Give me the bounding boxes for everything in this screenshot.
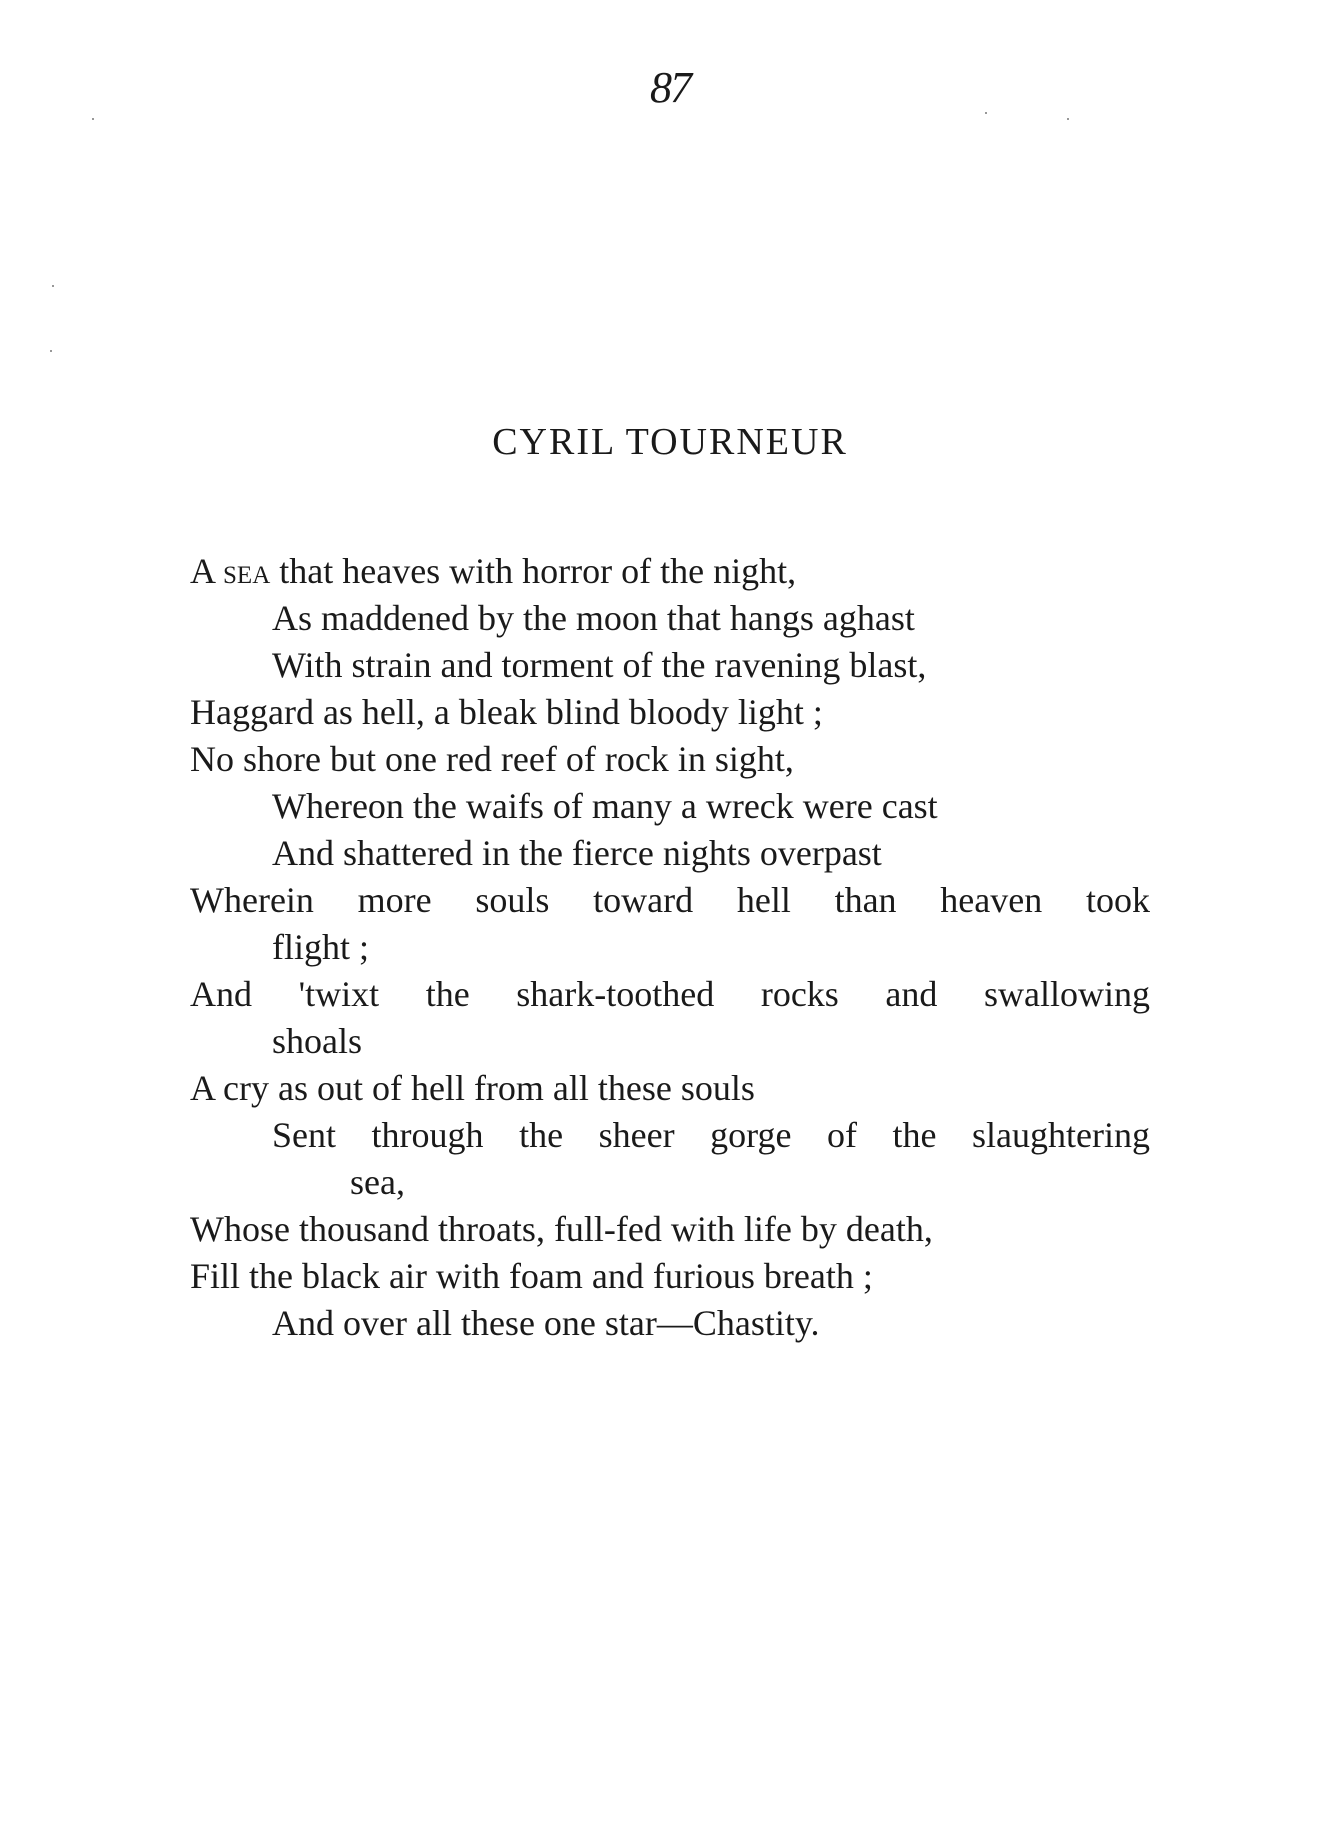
- poem-line-9: flight ;: [272, 927, 369, 967]
- poem-line-7: And shattered in the fierce nights overpast: [272, 833, 882, 873]
- scan-speck: [50, 350, 52, 352]
- poem-line-11: shoals: [272, 1021, 362, 1061]
- scan-speck: [1067, 118, 1069, 120]
- poem-line-6: Whereon the waifs of many a wreck were cast: [272, 786, 938, 826]
- poem-line-15: Whose thousand throats, full-fed with life by death,: [190, 1209, 933, 1249]
- poem-line-17: And over all these one star—Chastity.: [272, 1303, 820, 1343]
- poem-line-1: [190, 548, 1150, 595]
- first-word-smallcaps: sea: [223, 551, 271, 591]
- poem-line-16: Fill the black air with foam and furious breath ;: [190, 1256, 873, 1296]
- poem-line-10: And 'twixt the shark-toothed rocks and swallowing: [190, 974, 1150, 1014]
- poem-line-8: Wherein more souls toward hell than heaven took: [190, 880, 1150, 920]
- poem-line-14: sea,: [350, 1162, 405, 1202]
- poem-line-text: that heaves with horror of the night,: [270, 551, 797, 591]
- first-word-prefix: A: [190, 551, 215, 591]
- scan-speck: [985, 112, 987, 114]
- poem-title: CYRIL TOURNEUR: [492, 421, 848, 463]
- page-number: 87: [650, 63, 690, 112]
- scan-speck: [52, 285, 54, 287]
- poem-line-4: Haggard as hell, a bleak blind bloody light ;: [190, 692, 823, 732]
- poem-line-12: A cry as out of hell from all these souls: [190, 1068, 755, 1108]
- scan-speck: [92, 118, 94, 120]
- poem-line-3: With strain and torment of the ravening blast,: [272, 645, 927, 685]
- poem-line-2: As maddened by the moon that hangs aghast: [272, 598, 915, 638]
- poem-line-13: Sent through the sheer gorge of the slaughtering: [272, 1115, 1150, 1155]
- poem-line-5: No shore but one red reef of rock in sight,: [190, 739, 794, 779]
- poem-body: [190, 548, 1150, 1347]
